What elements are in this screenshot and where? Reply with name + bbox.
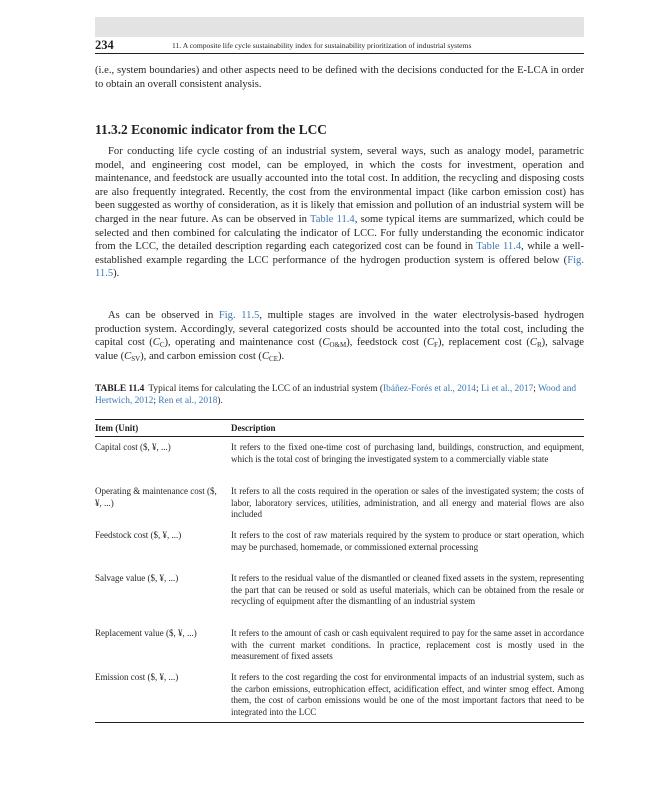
table-cell-description: It refers to all the costs required in the operation or sales of the investigated system; the costs of labor, laboratory services, utilities, administration, and all energy and material flows are also included bbox=[231, 486, 584, 520]
table-label: TABLE 11.4 bbox=[95, 384, 145, 394]
citation-link[interactable]: Ren et al., 2018 bbox=[158, 396, 218, 406]
citation-link[interactable]: Wood and Hertwich, 2012 bbox=[95, 384, 577, 406]
citation-link[interactable]: Li et al., 2017 bbox=[480, 384, 534, 394]
table-cell-item: Operating & maintenance cost ($, ¥, ...) bbox=[95, 486, 217, 508]
table-bottom-rule bbox=[95, 722, 584, 723]
citation-link[interactable]: Ibáñez-Forés et al., 2014 bbox=[383, 384, 476, 394]
table-cell-item: Replacement value ($, ¥, ...) bbox=[95, 628, 197, 638]
intro-paragraph bbox=[95, 64, 584, 91]
section-title: 11.3.2 Economic indicator from the LCC bbox=[95, 122, 327, 137]
table-header-description: Description bbox=[231, 423, 276, 433]
figure-ref-link[interactable]: Fig. 11.5 bbox=[95, 254, 584, 280]
table-caption: TABLE 11.4 Typical items for calculating the LCC of an industrial system (Ibáñez-Forés et al., 2014; Li et al., 2017; Wood and Hertwich, 2012; Ren et al., 2018). bbox=[95, 384, 577, 406]
page-number: 234 bbox=[95, 38, 114, 52]
table-cell-description: It refers to the amount of cash or cash equivalent required to pay for the same asset in accordance with the current market conditions. In practice, replacement cost is mostly used in the measurement of fixed assets bbox=[231, 628, 584, 662]
table-cell-description: It refers to the residual value of the dismantled or cleaned fixed assets in the system, representing the part that can be reused or sold as useful materials, which can be obtained from the resale or recycling of equipment after the dismantling of an industrial system bbox=[231, 573, 584, 607]
table-cell-item: Capital cost ($, ¥, ...) bbox=[95, 442, 171, 452]
table-cell-item: Emission cost ($, ¥, ...) bbox=[95, 672, 179, 682]
table-ref-link[interactable]: Table 11.4 bbox=[309, 213, 355, 225]
table-header-item: Item (Unit) bbox=[95, 423, 139, 433]
table-cell-item: Salvage value ($, ¥, ...) bbox=[95, 573, 179, 583]
header-bar bbox=[95, 17, 584, 37]
table-header-rule bbox=[95, 436, 584, 437]
table-cell-description: It refers to the cost of raw materials required by the system to produce or start operation, which may be purchased, homemade, or commissioned external processing bbox=[231, 530, 584, 552]
table-ref-link[interactable]: Table 11.4 bbox=[476, 241, 522, 253]
intro-text: (i.e., system boundaries) and other aspects need to be defined with the decisions conducted for the E-LCA in order to obtain an overall consistent analysis. bbox=[95, 65, 584, 90]
table-cell-description: It refers to the cost regarding the cost for environmental impacts of an industrial system, such as the carbon emissions, eutrophication effect, acidification effect, and winter smog effect. Among them, the cost of carbon emissions would be one of the most important factors that need to be integrated into the LCC bbox=[231, 672, 584, 717]
body-paragraph-1: For conducting life cycle costing of an industrial system, several ways, such as analogy model, parametric model, and engineering cost model, can be employed, in which the costs for investment, operation and maintenance, and feedstock are usually accounted into the total cost. In addition, the recycling and disposing costs are also frequently integrated. Recently, the cost from the environmental impact (like carbon emission cost) has been suggested as worthy of consideration, as it is likely that emission and pollution of an industrial system will be charged in the near future. As can be observed in Table 11.4, some typical items are summarized, which could be selected and then combined for calculating the indicator of LCC. For fully understanding the economic indicator from the LCC, the detailed description regarding each categorized cost can be found in Table 11.4, while a well-established example regarding the LCC performance of the hydrogen production system is offered below (Fig. 11.5). bbox=[95, 146, 584, 280]
table-cell-item: Feedstock cost ($, ¥, ...) bbox=[95, 530, 182, 540]
table-cell-description: It refers to the fixed one-time cost of purchasing land, buildings, construction, and equipment, which is the total cost of bringing the investigated system to a commercially viable state bbox=[231, 442, 584, 464]
running-title: 11. A composite life cycle sustainability index for sustainability prioritization of industrial systems bbox=[172, 41, 472, 50]
figure-ref-link[interactable]: Fig. 11.5 bbox=[218, 310, 260, 321]
header-rule bbox=[95, 53, 584, 54]
body-paragraph-2: As can be observed in Fig. 11.5, multiple stages are involved in the water electrolysis-based hydrogen production system. Accordingly, several categorized costs should be accounted into the total cost, including the capital cost $(C_C)$, operating and maintenance cost $(C_{O\&M})$, feedstock cost $(C_F)$, replacement cost $(C_R)$, salvage value $(C_{SV})$, and carbon emission cost $(C_{CE})$. bbox=[95, 310, 585, 363]
table-top-rule bbox=[95, 419, 584, 420]
